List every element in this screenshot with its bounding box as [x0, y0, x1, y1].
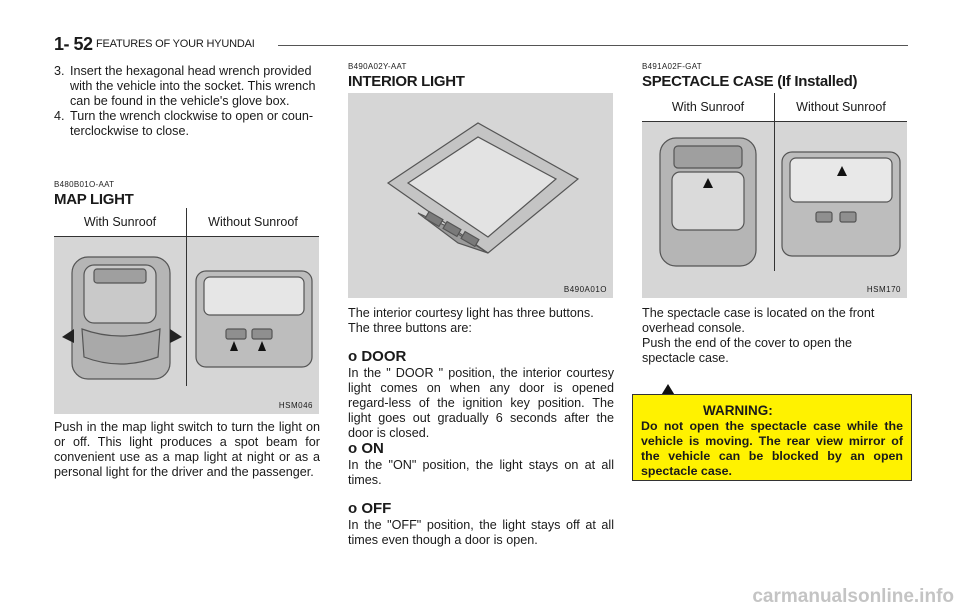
- step-item: [54, 109, 320, 139]
- installation-steps: [54, 64, 320, 139]
- spectacle-case-illustration: [642, 122, 907, 282]
- interior-light-title: INTERIOR LIGHT: [348, 73, 465, 90]
- step-text: Insert the hexagonal head wrench provided with the vehicle into the socket. This wrench can be found in the vehicle's glove box.: [70, 64, 316, 108]
- interior-light-illustration: [348, 93, 613, 283]
- spectacle-case-title: SPECTACLE CASE (If Installed): [642, 73, 858, 90]
- map-light-title: MAP LIGHT: [54, 191, 134, 208]
- spectacle-case-code: B491A02F-GAT: [642, 62, 702, 71]
- interior-light-code: B490A02Y-AAT: [348, 62, 407, 71]
- door-text: In the " DOOR " position, the interior courtesy light comes on when any door is opened regard-less of the ignition key position. The light goes out gradually 6 seconds after the door is closed.: [348, 366, 614, 440]
- step-item: [54, 64, 320, 109]
- warning-box: [632, 394, 912, 481]
- header-title: FEATURES OF YOUR HYUNDAI: [96, 38, 255, 50]
- map-light-body: Push in the map light switch to turn the light on or off. This light produces a spot beam for convenient use as a map light at night or as a personal light for the driver and the passenger.: [54, 420, 320, 479]
- on-text: In the "ON" position, the light stays on at all times.: [348, 458, 614, 487]
- off-heading: o OFF: [348, 500, 392, 517]
- on-heading: o ON: [348, 440, 384, 457]
- warning-text: Do not open the spectacle case while the vehicle is moving. The rear view mirror of the vehicle can be blocked by an open spectacle case.: [641, 419, 903, 478]
- map-light-code: B480B01O-AAT: [54, 180, 115, 189]
- label-without-sunroof: Without Sunroof: [208, 215, 298, 229]
- footer-watermark: carmanualsonline.info: [752, 586, 954, 607]
- map-light-figure-code: HSM046: [278, 401, 313, 410]
- map-light-figure: [54, 208, 319, 414]
- off-text: In the "OFF" position, the light stays off at all times even though a door is open.: [348, 518, 614, 547]
- header-rule: [278, 45, 908, 46]
- interior-light-intro: The interior courtesy light has three buttons. The three buttons are:: [348, 306, 594, 335]
- step-text: Turn the wrench clockwise to open or coun-terclockwise to close.: [70, 109, 314, 138]
- spectacle-case-figure: [642, 93, 907, 298]
- step-number: 3.: [54, 64, 65, 78]
- interior-light-figure-code: B490A01O: [563, 285, 607, 294]
- label-without-sunroof: Without Sunroof: [796, 100, 886, 114]
- door-heading: o DOOR: [348, 348, 407, 365]
- spectacle-case-body: The spectacle case is located on the front overhead console. Push the end of the cover to open the spectacle case.: [642, 306, 875, 365]
- interior-light-figure: [348, 93, 613, 298]
- warning-title: WARNING:: [703, 403, 773, 418]
- page-number: 1- 52: [54, 34, 93, 54]
- map-light-illustration: [54, 237, 319, 397]
- label-with-sunroof: With Sunroof: [671, 100, 745, 114]
- spectacle-case-figure-code: HSM170: [866, 285, 901, 294]
- step-number: 4.: [54, 109, 65, 123]
- label-with-sunroof: With Sunroof: [83, 215, 157, 229]
